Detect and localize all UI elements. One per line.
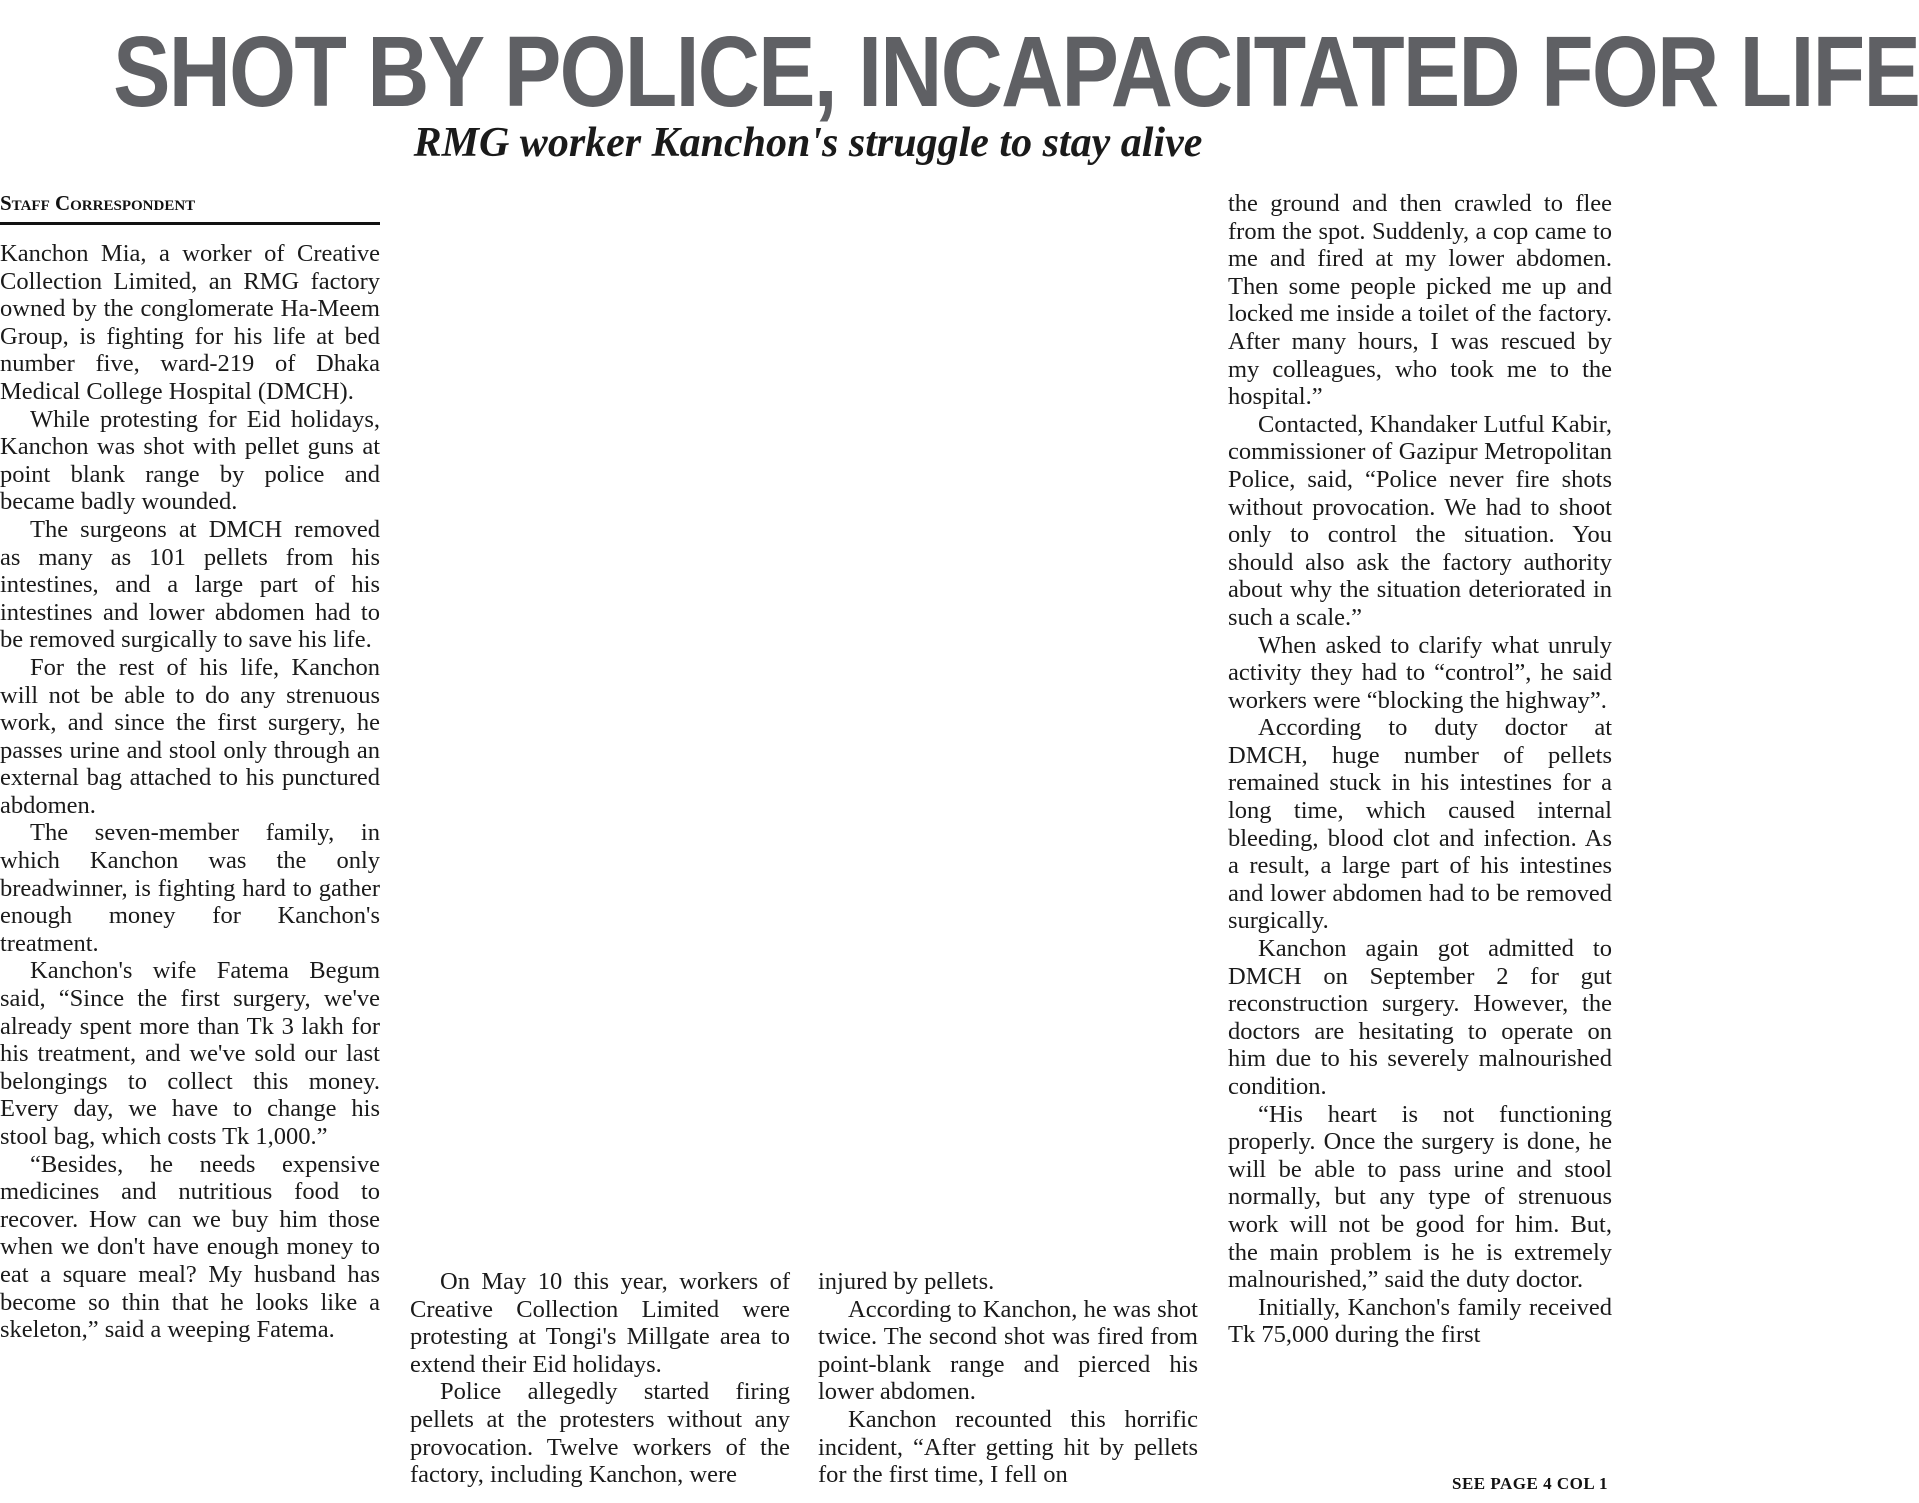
paragraph: According to Kanchon, he was shot twice. The second shot was fired from point-blank range and pierced his lower abdomen. bbox=[818, 1295, 1198, 1406]
article-column-3 bbox=[818, 1268, 1198, 1489]
paragraph: “Besides, he needs expensive medicines and nutritious food to recover. How can we buy him those when we don't have enough money to eat a square meal? My husband has become so thin that he looks like a skeleton,” said a weeping Fatema. bbox=[0, 1150, 380, 1344]
subheadline: RMG worker Kanchon's struggle to stay alive bbox=[413, 120, 1203, 166]
paragraph: “His heart is not functioning properly. Once the surgery is done, he will be able to pass urine and stool normally, but any type of strenuous work will not be good for him. But, the main problem is he is extremely malnourished,” said the duty doctor. bbox=[1228, 1100, 1612, 1294]
headline: SHOT BY POLICE, INCAPACITATED FOR LIFE bbox=[113, 16, 1919, 128]
paragraph: Initially, Kanchon's family received Tk 75,000 during the first bbox=[1228, 1293, 1612, 1349]
paragraph: According to duty doctor at DMCH, huge number of pellets remained stuck in his intestines for a long time, which caused internal bleeding, blood clot and infection. As a result, a large part of his intestines and lower abdomen had to be removed surgically. bbox=[1228, 714, 1612, 935]
article-column-1 bbox=[0, 240, 380, 1344]
article-column-2 bbox=[410, 1268, 790, 1489]
paragraph: Kanchon recounted this horrific incident, “After getting hit by pellets for the first time, I fell on bbox=[818, 1405, 1198, 1489]
paragraph: Kanchon's wife Fatema Begum said, “Since the first surgery, we've already spent more than Tk 3 lakh for his treatment, and we've sold our last belongings to collect this money. Every day, we have to change his stool bag, which costs Tk 1,000.” bbox=[0, 957, 380, 1150]
paragraph: The surgeons at DMCH removed as many as 101 pellets from his intestines, and a large part of his intestines and lower abdomen had to be removed surgically to save his life. bbox=[0, 515, 380, 654]
paragraph: While protesting for Eid holidays, Kanchon was shot with pellet guns at point blank range by police and became badly wounded. bbox=[0, 405, 380, 516]
paragraph: When asked to clarify what unruly activity they had to “control”, he said workers were “blocking the highway”. bbox=[1228, 631, 1612, 714]
paragraph: the ground and then crawled to flee from the spot. Suddenly, a cop came to me and fired at my lower abdomen. Then some people picked me up and locked me inside a toilet of the factory. After many hours, I was rescued by my colleagues, who took me to the hospital.” bbox=[1228, 190, 1612, 411]
paragraph: On May 10 this year, workers of Creative Collection Limited were protesting at Tongi's Millgate area to extend their Eid holidays. bbox=[410, 1268, 790, 1378]
byline: Staff Correspondent bbox=[0, 190, 380, 225]
article-column-4 bbox=[1228, 190, 1612, 1349]
paragraph: Contacted, Khandaker Lutful Kabir, commissioner of Gazipur Metropolitan Police, said, “Police never fire shots without provocation. We had to shoot only to control the situation. You should also ask the factory authority about why the situation deteriorated in such a scale.” bbox=[1228, 410, 1612, 631]
continuation-note: SEE PAGE 4 COL 1 bbox=[1452, 1474, 1608, 1493]
paragraph: For the rest of his life, Kanchon will not be able to do any strenuous work, and since the first surgery, he passes urine and stool only through an external bag attached to his punctured abdomen. bbox=[0, 653, 380, 819]
paragraph: Kanchon Mia, a worker of Creative Collection Limited, an RMG factory owned by the conglomerate Ha-Meem Group, is fighting for his life at bed number five, ward-219 of Dhaka Medical College Hospital (DMCH). bbox=[0, 240, 380, 405]
paragraph: injured by pellets. bbox=[818, 1268, 995, 1295]
paragraph: Kanchon again got admitted to DMCH on September 2 for gut reconstruction surgery. However, the doctors are hesitating to operate on him due to his severely malnourished condition. bbox=[1228, 935, 1612, 1100]
paragraph: The seven-member family, in which Kanchon was the only breadwinner, is fighting hard to gather enough money for Kanchon's treatment. bbox=[0, 819, 380, 957]
paragraph: Police allegedly started firing pellets at the protesters without any provocation. Twelve workers of the factory, including Kanchon, were bbox=[410, 1378, 790, 1489]
